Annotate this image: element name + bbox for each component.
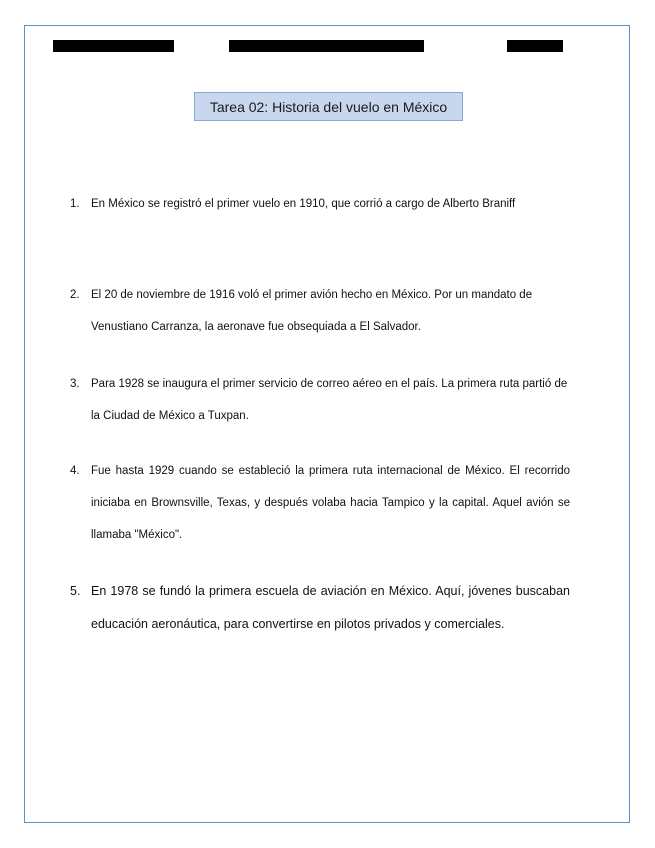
list-item-text: Para 1928 se inaugura el primer servicio de correo aéreo en el país. La primera ruta partió de la Ciudad de México a Tuxpan. bbox=[91, 378, 568, 422]
list-item-number: 1. bbox=[70, 198, 80, 210]
redacted-block-3 bbox=[507, 40, 563, 52]
list-item-text: Fue hasta 1929 cuando se estableció la primera ruta internacional de México. El recorrido iniciaba en Brownsville, Texas, y después volaba hacia Tampico y la capital. Aquel avión se llamaba "México". bbox=[91, 465, 570, 541]
list-item-2 bbox=[70, 279, 570, 343]
list-item-5 bbox=[70, 575, 570, 641]
redacted-block-2 bbox=[229, 40, 424, 52]
list-item-4 bbox=[70, 455, 570, 551]
list-item-number: 4. bbox=[70, 465, 80, 477]
list-item-text: En 1978 se fundó la primera escuela de aviación en México. Aquí, jóvenes buscaban educación aeronáutica, para convertirse en pilotos privados y comerciales. bbox=[91, 584, 570, 631]
list-item-text: El 20 de noviembre de 1916 voló el primer avión hecho en México. Por un mandato de Venustiano Carranza, la aeronave fue obsequiada a El Salvador. bbox=[91, 289, 533, 333]
redacted-block-1 bbox=[53, 40, 174, 52]
document-title: Tarea 02: Historia del vuelo en México bbox=[194, 92, 463, 121]
list-item-number: 3. bbox=[70, 378, 80, 390]
list-item-number: 5. bbox=[70, 584, 81, 598]
list-item-1 bbox=[70, 188, 570, 220]
list-item-text: En México se registró el primer vuelo en 1910, que corrió a cargo de Alberto Braniff bbox=[91, 198, 516, 210]
list-item-number: 2. bbox=[70, 289, 80, 301]
list-item-3 bbox=[70, 368, 570, 432]
